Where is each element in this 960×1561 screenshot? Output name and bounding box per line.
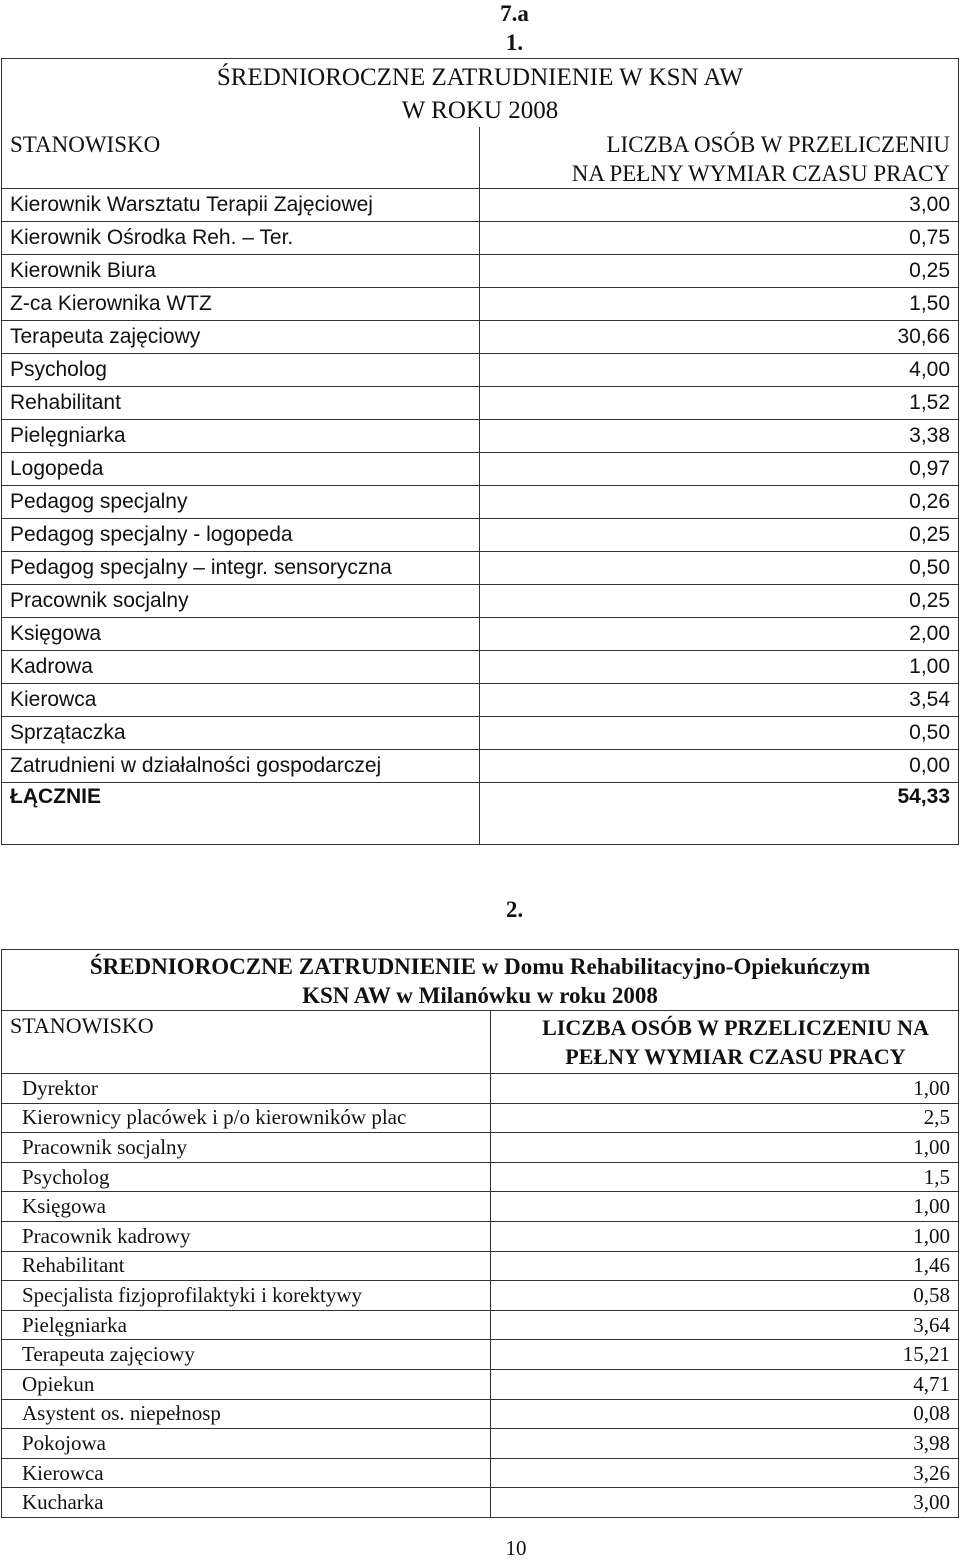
table-row (2, 1192, 959, 1222)
position-name: Kierownik Warsztatu Terapii Zajęciowej (2, 189, 480, 222)
position-name: Psycholog (2, 354, 480, 387)
fte-value: 1,46 (491, 1251, 959, 1281)
fte-value: 4,71 (491, 1369, 959, 1399)
position-name: Kadrowa (2, 651, 480, 684)
position-name: Opiekun (2, 1369, 491, 1399)
table-row (2, 552, 959, 585)
table-row (2, 1162, 959, 1192)
table-row (2, 420, 959, 453)
position-name: Księgowa (2, 618, 480, 651)
table-header (2, 1011, 959, 1074)
table-row (2, 585, 959, 618)
position-name: Rehabilitant (2, 1251, 491, 1281)
table-row (2, 1281, 959, 1311)
position-name: Terapeuta zajęciowy (2, 1340, 491, 1370)
fte-value: 3,98 (491, 1429, 959, 1459)
table-header (2, 127, 959, 189)
position-name: Sprzątaczka (2, 717, 480, 750)
fte-value: 0,58 (491, 1281, 959, 1311)
column-header-position: STANOWISKO (2, 1011, 491, 1074)
fte-value: 30,66 (480, 321, 959, 354)
fte-value: 2,5 (491, 1103, 959, 1133)
position-name: Księgowa (2, 1192, 491, 1222)
table-row (2, 1369, 959, 1399)
position-name: Kierowca (2, 1458, 491, 1488)
table-row (2, 750, 959, 783)
position-name: Pielęgniarka (2, 1310, 491, 1340)
table-title-line-2: W ROKU 2008 (401, 97, 559, 124)
table-row (2, 1310, 959, 1340)
position-name: Pracownik socjalny (2, 585, 480, 618)
fte-value: 3,64 (491, 1310, 959, 1340)
fte-value: 4,00 (480, 354, 959, 387)
position-name: Kierownicy placówek i p/o kierowników plac (2, 1103, 491, 1133)
position-name: Pielęgniarka (2, 420, 480, 453)
fte-value: 1,00 (491, 1133, 959, 1163)
fte-value: 1,00 (491, 1074, 959, 1104)
table-title-line-2: KSN AW w Milanówku w roku 2008 (302, 983, 658, 1008)
column-header-fte: LICZBA OSÓB W PRZELICZENIU NA PEŁNY WYMIAR CZASU PRACY (571, 132, 951, 186)
table-row (2, 618, 959, 651)
table-row (2, 255, 959, 288)
table-row (2, 1340, 959, 1370)
table-row (2, 1221, 959, 1251)
section-label-2: 2. (505, 897, 524, 922)
position-name: Pokojowa (2, 1429, 491, 1459)
employment-table-ksn (1, 58, 959, 845)
position-name: Kierownik Ośrodka Reh. – Ter. (2, 222, 480, 255)
table-row (2, 1429, 959, 1459)
table-row (2, 387, 959, 420)
column-header-position: STANOWISKO (2, 127, 480, 189)
fte-value: 1,00 (480, 651, 959, 684)
position-name: Kierowca (2, 684, 480, 717)
total-value: 54,33 (480, 783, 959, 845)
column-header-fte: LICZBA OSÓB W PRZELICZENIU NA PEŁNY WYMIAR CZASU PRACY (491, 1011, 959, 1074)
fte-value: 1,50 (480, 288, 959, 321)
position-name: Specjalista fizjoprofilaktyki i korektywy (2, 1281, 491, 1311)
table-row (2, 321, 959, 354)
table-row (2, 486, 959, 519)
fte-value: 0,00 (480, 750, 959, 783)
table-row (2, 1458, 959, 1488)
table-row (2, 354, 959, 387)
section-label-1: 1. (505, 30, 524, 55)
position-name: Zatrudnieni w działalności gospodarczej (2, 750, 480, 783)
page-number: 10 (505, 1536, 527, 1560)
position-name: Asystent os. niepełnosp (2, 1399, 491, 1429)
fte-value: 1,00 (491, 1192, 959, 1222)
fte-value: 0,25 (480, 585, 959, 618)
fte-value: 0,26 (480, 486, 959, 519)
table-row (2, 651, 959, 684)
fte-value: 3,00 (491, 1488, 959, 1518)
employment-table-dro (1, 949, 959, 1518)
table-row (2, 288, 959, 321)
position-name: Pedagog specjalny (2, 486, 480, 519)
fte-value: 0,25 (480, 255, 959, 288)
position-name: Pracownik socjalny (2, 1133, 491, 1163)
position-name: Rehabilitant (2, 387, 480, 420)
fte-value: 15,21 (491, 1340, 959, 1370)
table-title-line-1: ŚREDNIOROCZNE ZATRUDNIENIE w Domu Rehabilitacyjno-Opiekuńczym (89, 954, 871, 979)
position-name: Pedagog specjalny – integr. sensoryczna (2, 552, 480, 585)
table-title (2, 950, 959, 1011)
fte-value: 2,00 (480, 618, 959, 651)
table-row (2, 1399, 959, 1429)
table-row (2, 222, 959, 255)
fte-value: 1,5 (491, 1162, 959, 1192)
table-row (2, 1103, 959, 1133)
fte-value: 3,00 (480, 189, 959, 222)
section-label-7a: 7.a (500, 1, 529, 26)
position-name: Psycholog (2, 1162, 491, 1192)
table-row (2, 189, 959, 222)
table-row (2, 717, 959, 750)
table-row (2, 1133, 959, 1163)
fte-value: 0,50 (480, 717, 959, 750)
total-row (2, 783, 959, 845)
position-name: Z-ca Kierownika WTZ (2, 288, 480, 321)
position-name: Dyrektor (2, 1074, 491, 1104)
table-row (2, 1074, 959, 1104)
fte-value: 0,97 (480, 453, 959, 486)
fte-value: 1,52 (480, 387, 959, 420)
table-title (2, 59, 959, 128)
fte-value: 3,38 (480, 420, 959, 453)
table-row (2, 1488, 959, 1518)
table-row (2, 519, 959, 552)
table-title-line-1: ŚREDNIOROCZNE ZATRUDNIENIE W KSN AW (216, 64, 744, 91)
position-name: Pracownik kadrowy (2, 1221, 491, 1251)
total-label: ŁĄCZNIE (2, 783, 480, 845)
fte-value: 1,00 (491, 1221, 959, 1251)
fte-value: 0,25 (480, 519, 959, 552)
fte-value: 0,75 (480, 222, 959, 255)
position-name: Pedagog specjalny - logopeda (2, 519, 480, 552)
table-row (2, 1251, 959, 1281)
fte-value: 3,54 (480, 684, 959, 717)
fte-value: 3,26 (491, 1458, 959, 1488)
table-row (2, 684, 959, 717)
table-row (2, 453, 959, 486)
position-name: Logopeda (2, 453, 480, 486)
fte-value: 0,08 (491, 1399, 959, 1429)
position-name: Kierownik Biura (2, 255, 480, 288)
position-name: Kucharka (2, 1488, 491, 1518)
position-name: Terapeuta zajęciowy (2, 321, 480, 354)
fte-value: 0,50 (480, 552, 959, 585)
